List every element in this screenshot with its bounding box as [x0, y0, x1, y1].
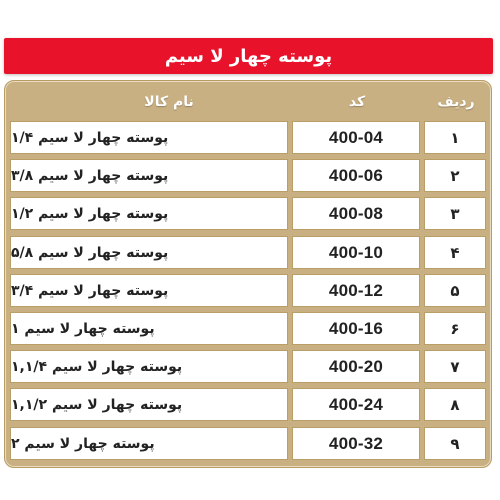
table-cell-row-number: ۸ [424, 388, 486, 421]
header-code: کد [348, 94, 366, 110]
table-cell-code: 400-12 [292, 274, 420, 307]
table-cell-code: 400-06 [292, 159, 420, 192]
table-cell-name: پوسته چهار لا سیم ۱,۱/۴ [10, 350, 288, 383]
header-product-name: نام کالا [144, 94, 194, 110]
table-cell-row-number: ۲ [424, 159, 486, 192]
table-cell-name: پوسته چهار لا سیم ۲ [10, 427, 288, 460]
table-cell-row-number: ۶ [424, 312, 486, 345]
table-cell-row-number: ۹ [424, 427, 486, 460]
header-row-number: ردیف [437, 94, 475, 110]
table-cell-code: 400-24 [292, 388, 420, 421]
table-cell-row-number: ۵ [424, 274, 486, 307]
table-cell-name: پوسته چهار لا سیم ۳/۸ [10, 159, 288, 192]
table-cell-row-number: ۳ [424, 197, 486, 230]
table-cell-name: پوسته چهار لا سیم ۵/۸ [10, 236, 288, 269]
table-cell-code: 400-16 [292, 312, 420, 345]
page-title: پوسته چهار لا سیم [164, 45, 333, 67]
table-cell-name: پوسته چهار لا سیم ۱/۲ [10, 197, 288, 230]
table-cell-code: 400-20 [292, 350, 420, 383]
table-cell-code: 400-04 [292, 121, 420, 154]
table-cell-row-number: ۴ [424, 236, 486, 269]
table-cell-row-number: ۷ [424, 350, 486, 383]
table-cell-code: 400-08 [292, 197, 420, 230]
table-cell-name: پوسته چهار لا سیم ۱/۴ [10, 121, 288, 154]
table-cell-name: پوسته چهار لا سیم ۳/۴ [10, 274, 288, 307]
table-cell-code: 400-32 [292, 427, 420, 460]
table-cell-row-number: ۱ [424, 121, 486, 154]
table-cell-name: پوسته چهار لا سیم ۱ [10, 312, 288, 345]
table-cell-code: 400-10 [292, 236, 420, 269]
title-banner [4, 38, 493, 74]
table-cell-name: پوسته چهار لا سیم ۱,۱/۲ [10, 388, 288, 421]
